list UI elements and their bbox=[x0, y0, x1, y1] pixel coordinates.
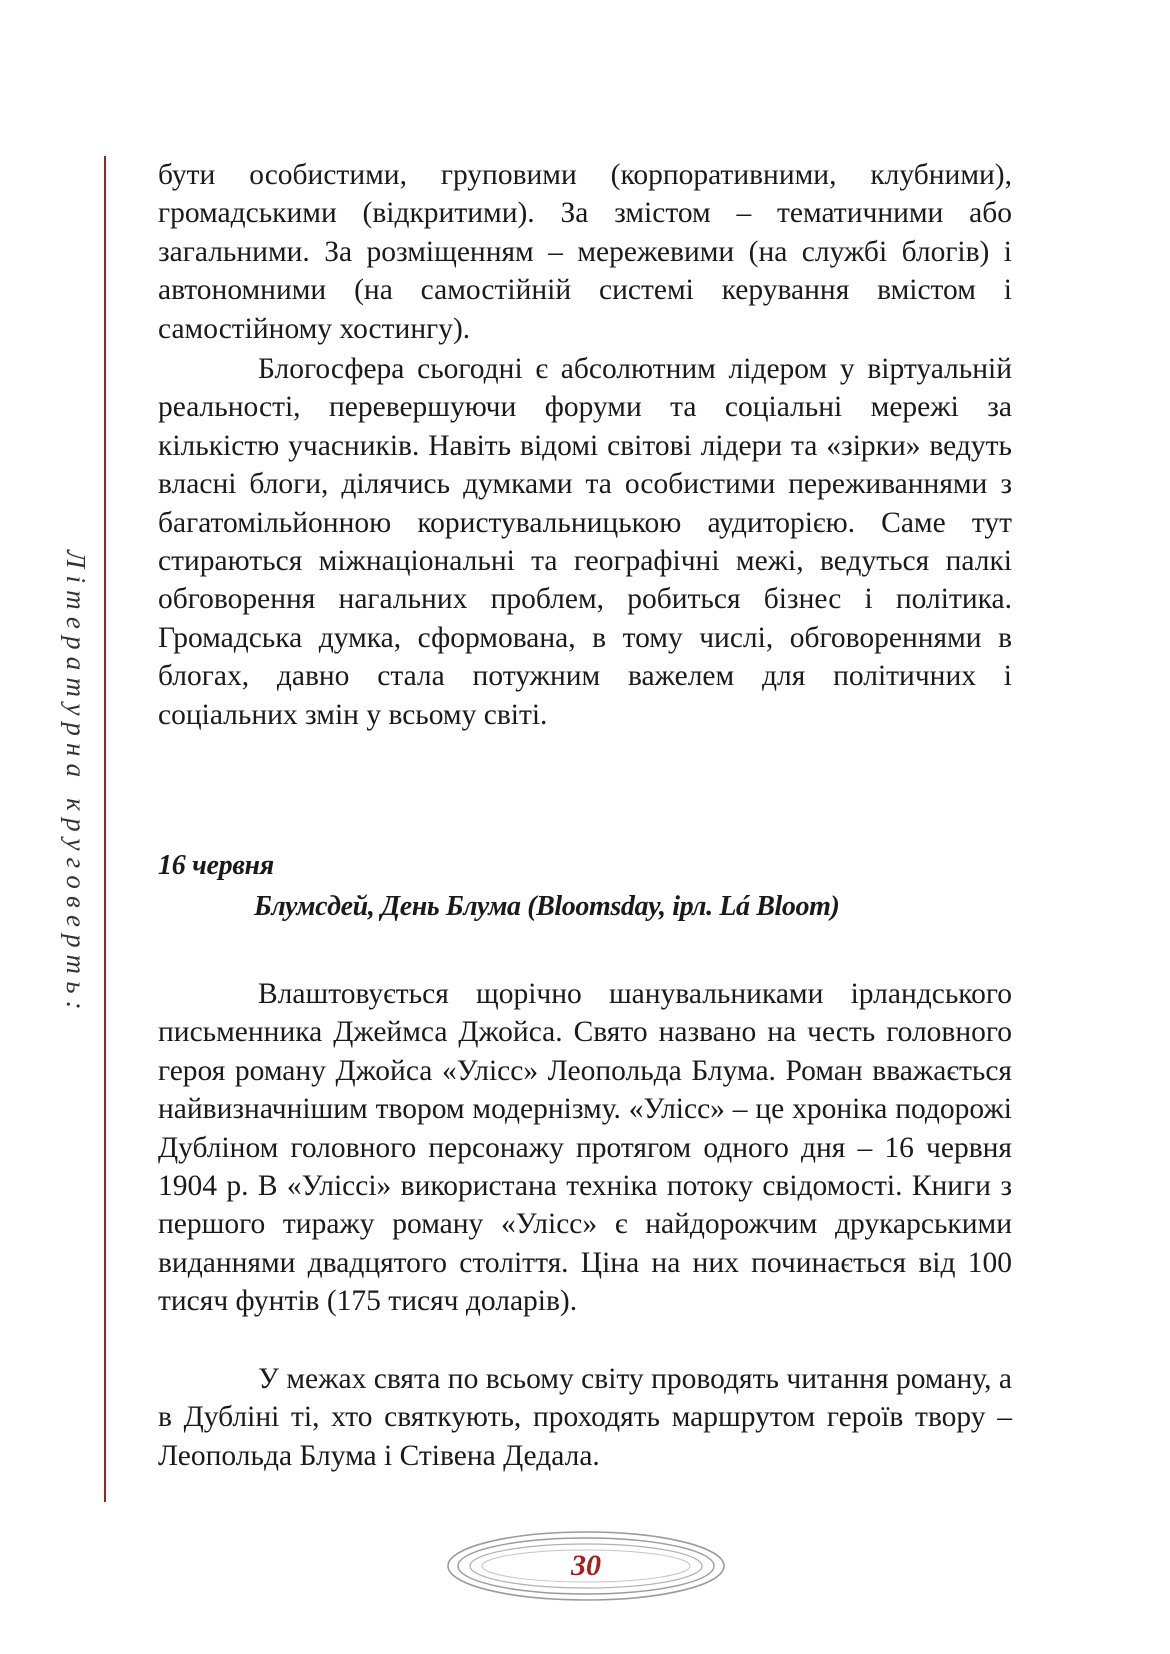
running-side-title: Літературна круговерть: bbox=[61, 550, 91, 1017]
page-number: 30 bbox=[571, 1549, 601, 1582]
event-title-heading: Блумсдей, День Блума (Bloomsday, ірл. Lá Bloom) bbox=[254, 891, 840, 922]
event-date-heading: 16 червня bbox=[158, 850, 274, 881]
page-number-badge bbox=[443, 1528, 729, 1604]
paragraph-blog-types: бути особистими, груповими (корпоративними, клубними), громадськими (відкритими). За змістом – тематичними або загальними. За розміщенням – мережевими (на службі блогів) і автономними (на самостійній системі керування вмістом і самостійному хостингу). bbox=[158, 159, 1012, 345]
paragraph-blogosphere: Блогосфера сьогодні є абсолютним лідером у віртуальній реальності, перевершуючи форуми та соціальні мережі за кількістю учасників. Навіть відомі світові лідери та «зірки» ведуть власні блоги, ділячись думками та особистими переживаннями з багатомільйонною користувальницькою аудиторією. Саме тут стираються міжнаціональні та географічні межі, ведуться палкі обговорення нагальних проблем, робиться бізнес і політика. Громадська думка, сформована, в тому числі, обговореннями в блогах, давно стала потужним важелем для політичних і соціальних змін у всьому світі. bbox=[158, 353, 1012, 731]
paragraph-bloomsday-description: Влаштовується щорічно шанувальниками ірландського письменника Джеймса Джойса. Свято названо на честь головного героя роману Джойса «Улісс» Леопольда Блума. Роман вважається найвизначнішим твором модернізму. «Улісс» – це хроніка подорожі Дубліном головного персонажу протягом одного дня – 16 червня 1904 р. В «Уліссі» використана техніка потоку свідомості. Книги з першого тиражу роману «Улісс» є найдорожчим друкарськими виданнями двадцятого століття. Ціна на них починається від 100 тисяч фунтів (175 тисяч доларів). bbox=[158, 978, 1012, 1318]
vertical-margin-rule bbox=[104, 156, 106, 1502]
paragraph-bloomsday-celebration: У межах свята по всьому світу проводять читання роману, а в Дубліні ті, хто святкують, проходять маршрутом героїв твору – Леопольда Блума і Стівена Дедала. bbox=[158, 1363, 1012, 1472]
